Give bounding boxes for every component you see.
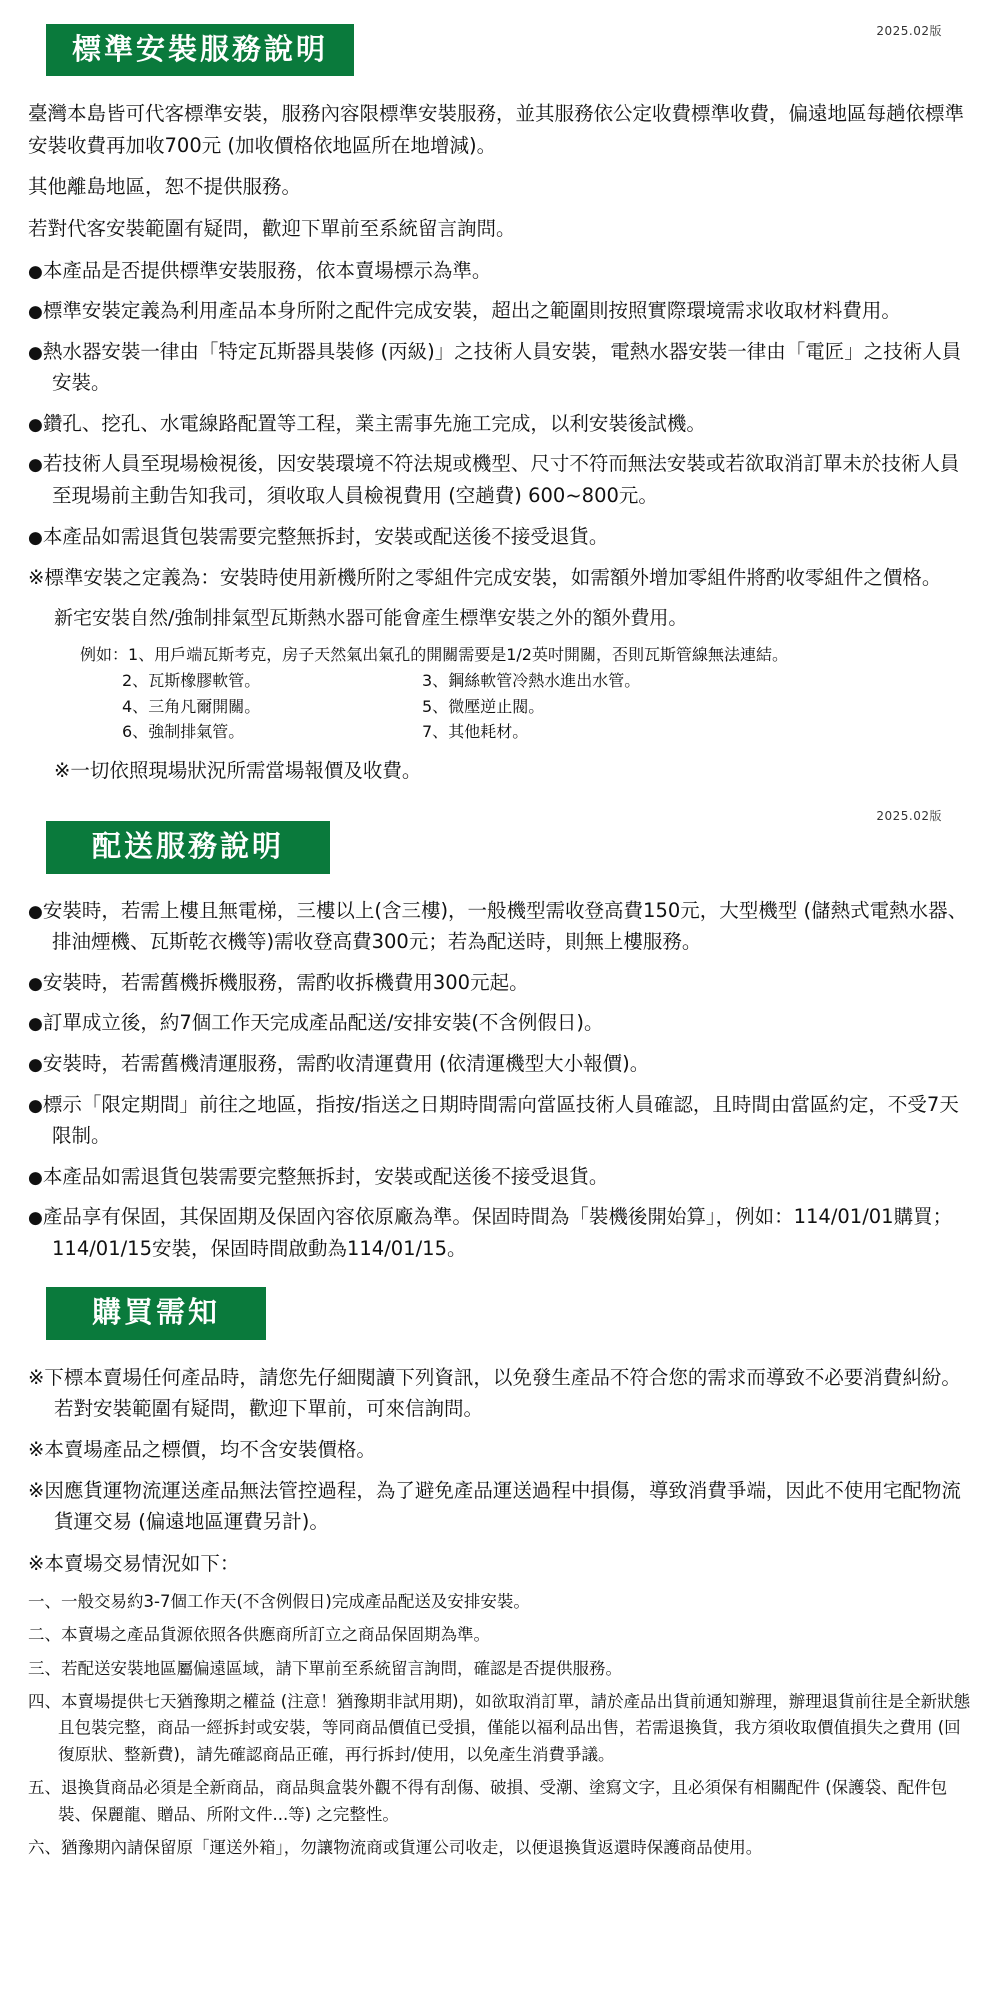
install-example-6-no: 6、 bbox=[122, 722, 149, 742]
delivery-bullet-1 bbox=[28, 895, 972, 958]
purchase-section-title: 購買需知 bbox=[46, 1287, 266, 1339]
bullet-dot-icon: ● bbox=[28, 414, 43, 435]
bullet-dot-icon: ● bbox=[28, 342, 43, 363]
note-mark-icon: ※ bbox=[28, 566, 45, 590]
install-section-title: 標準安裝服務說明 bbox=[46, 24, 354, 76]
delivery-section-title: 配送服務說明 bbox=[46, 821, 330, 873]
delivery-bullet-5 bbox=[28, 1089, 972, 1152]
delivery-bullet-5-text: 標示「限定期間」前往之地區，指按/指送之日期時間需向當區技術人員確認，且時間由當區約定，不受7天限制。 bbox=[42, 1092, 959, 1148]
delivery-bullet-7 bbox=[28, 1201, 972, 1264]
install-examples bbox=[80, 642, 972, 746]
install-example-7-text: 其他耗材。 bbox=[448, 722, 529, 742]
bullet-dot-icon: ● bbox=[28, 1167, 43, 1188]
install-example-7-no: 7、 bbox=[422, 722, 449, 742]
purchase-note-4: ※本賣場交易情況如下： bbox=[28, 1551, 240, 1575]
delivery-bullet-1-text: 安裝時，若需上樓且無電梯，三樓以上(含三樓)，一般機型需收登高費150元，大型機型 (儲熱式電熱水器、排油煙機、瓦斯乾衣機等)需收登高費300元；若為配送時，則無上樓服務。 bbox=[42, 898, 968, 954]
purchase-item-3-text: 若配送安裝地區屬偏遠區域，請下單前至系統留言詢問，確認是否提供服務。 bbox=[61, 1658, 622, 1678]
purchase-note-2: ※本賣場產品之標價，均不含安裝價格。 bbox=[28, 1438, 376, 1462]
purchase-item-1-no: 一、 bbox=[28, 1591, 61, 1611]
install-section bbox=[28, 10, 972, 783]
install-example-6 bbox=[122, 719, 422, 745]
purchase-item-5-no: 五、 bbox=[28, 1778, 61, 1798]
purchase-note-1: ※下標本賣場任何產品時，請您先仔細閱讀下列資訊，以免發生產品不符合您的需求而導致不必要消費糾紛。若對安裝範圍有疑問，歡迎下單前，可來信詢問。 bbox=[28, 1365, 961, 1420]
install-example-3-no: 3、 bbox=[422, 670, 449, 690]
bullet-dot-icon: ● bbox=[28, 1208, 43, 1229]
install-example-row-1 bbox=[80, 642, 972, 668]
install-example-3-text: 鋼絲軟管冷熱水進出水管。 bbox=[448, 670, 641, 690]
section-divider bbox=[28, 783, 972, 807]
install-bullet-2-text: 標準安裝定義為利用產品本身所附之配件完成安裝，超出之範圍則按照實際環境需求收取材料費用。 bbox=[42, 299, 901, 323]
install-subnote: 新宅安裝自然/強制排氣型瓦斯熱水器可能會產生標準安裝之外的額外費用。 bbox=[54, 607, 688, 630]
bullet-dot-icon: ● bbox=[28, 1014, 43, 1035]
purchase-item-2-text: 本賣場之產品貨源依照各供應商所訂立之商品保固期為準。 bbox=[61, 1625, 490, 1645]
install-bullet-5 bbox=[28, 448, 972, 511]
delivery-bullet-2 bbox=[28, 967, 972, 999]
install-examples-lead: 例如： bbox=[80, 644, 129, 664]
install-example-4-text: 三角凡爾開關。 bbox=[148, 696, 261, 716]
delivery-bullet-2-text: 安裝時，若需舊機拆機服務，需酌收拆機費用300元起。 bbox=[42, 970, 529, 994]
bullet-dot-icon: ● bbox=[28, 1095, 43, 1116]
install-example-row-4 bbox=[80, 719, 972, 745]
install-example-5-no: 5、 bbox=[422, 696, 449, 716]
delivery-bullet-4 bbox=[28, 1048, 972, 1080]
install-example-3 bbox=[422, 668, 640, 694]
purchase-item-6-no: 六、 bbox=[28, 1837, 61, 1857]
install-example-1-text: 用戶端瓦斯考克，房子天然氣出氣孔的開關需要是1/2英吋開關，否則瓦斯管線無法連結。 bbox=[154, 644, 788, 664]
install-example-1-no: 1、 bbox=[128, 644, 155, 664]
install-bullet-1 bbox=[28, 255, 972, 287]
purchase-section bbox=[28, 1273, 972, 1861]
install-intro-1: 臺灣本島皆可代客標準安裝，服務內容限標準安裝服務，並其服務依公定收費標準收費，偏遠地區每趟依標準安裝收費再加收700元 (加收價格依地區所在地增減)。 bbox=[28, 102, 965, 157]
install-version-stamp: 2025.02版 bbox=[876, 24, 942, 38]
bullet-dot-icon: ● bbox=[28, 901, 43, 922]
purchase-item-4 bbox=[28, 1689, 972, 1768]
purchase-item-5 bbox=[28, 1775, 972, 1828]
install-example-row-3 bbox=[80, 694, 972, 720]
delivery-bullet-4-text: 安裝時，若需舊機清運服務，需酌收清運費用 (依清運機型大小報價)。 bbox=[42, 1051, 650, 1075]
install-closing-note: ※一切依照現場狀況所需當場報價及收費。 bbox=[54, 759, 422, 783]
install-bullet-5-text: 若技術人員至現場檢視後，因安裝環境不符法規或機型、尺寸不符而無法安裝或若欲取消訂單未於技術人員至現場前主動告知我司，須收取人員檢視費用 (空趟費) 600~800元。 bbox=[42, 452, 960, 508]
install-bullet-3-text: 熱水器安裝一律由「特定瓦斯器具裝修 (丙級)」之技術人員安裝，電熱水器安裝一律由「電匠」之技術人員安裝。 bbox=[42, 339, 962, 395]
purchase-item-1-text: 一般交易約3-7個工作天(不含例假日)完成產品配送及安排安裝。 bbox=[61, 1591, 530, 1611]
install-intro-2: 其他離島地區，恕不提供服務。 bbox=[28, 175, 302, 199]
install-example-4-no: 4、 bbox=[122, 696, 149, 716]
install-note-1 bbox=[28, 562, 972, 593]
bullet-dot-icon: ● bbox=[28, 455, 43, 476]
delivery-version-stamp: 2025.02版 bbox=[876, 809, 942, 824]
purchase-item-1 bbox=[28, 1589, 972, 1615]
purchase-item-4-no: 四、 bbox=[28, 1691, 61, 1711]
install-bullet-6-text: 本產品如需退貨包裝需要完整無拆封，安裝或配送後不接受退貨。 bbox=[42, 524, 609, 548]
bullet-dot-icon: ● bbox=[28, 527, 43, 548]
purchase-item-2-no: 二、 bbox=[28, 1625, 61, 1645]
install-example-6-text: 強制排氣管。 bbox=[148, 722, 245, 742]
delivery-bullet-7-text: 產品享有保固，其保固期及保固內容依原廠為準。保固時間為「裝機後開始算」，例如：114/01/01購買；114/01/15安裝，保固時間啟動為114/01/15。 bbox=[42, 1205, 953, 1260]
purchase-item-6-text: 猶豫期內請保留原「運送外箱」，勿讓物流商或貨運公司收走，以便退換貨返還時保護商品使用。 bbox=[61, 1837, 763, 1857]
delivery-bullet-3-text: 訂單成立後，約7個工作天完成產品配送/安排安裝(不含例假日)。 bbox=[42, 1011, 604, 1035]
bullet-dot-icon: ● bbox=[28, 302, 43, 323]
purchase-item-6 bbox=[28, 1835, 972, 1861]
delivery-bullet-6 bbox=[28, 1161, 972, 1193]
delivery-bullet-6-text: 本產品如需退貨包裝需要完整無拆封，安裝或配送後不接受退貨。 bbox=[42, 1164, 609, 1188]
bullet-dot-icon: ● bbox=[28, 973, 43, 994]
install-bullet-2 bbox=[28, 295, 972, 327]
install-example-5 bbox=[422, 694, 544, 720]
install-bullet-6 bbox=[28, 521, 972, 553]
purchase-item-3 bbox=[28, 1656, 972, 1682]
bullet-dot-icon: ● bbox=[28, 1054, 43, 1075]
bullet-dot-icon: ● bbox=[28, 261, 43, 282]
install-example-2 bbox=[122, 668, 422, 694]
install-bullet-1-text: 本產品是否提供標準安裝服務，依本賣場標示為準。 bbox=[42, 258, 492, 282]
purchase-item-4-text: 本賣場提供七天猶豫期之權益 (注意！猶豫期非試用期)，如欲取消訂單，請於產品出貨前通知辦理，辦理退貨前往是全新狀態且包裝完整，商品一經拆封或安裝，等同商品價值已受損，僅能以福利品出售，若需退換貨，我方須收取價值損失之費用 (回復原狀、整新費)，請先確認商品正確，再行拆封/使用，以免產生消費爭議。 bbox=[58, 1691, 971, 1764]
install-example-row-2 bbox=[80, 668, 972, 694]
purchase-item-3-no: 三、 bbox=[28, 1658, 61, 1678]
install-example-4 bbox=[122, 694, 422, 720]
install-bullet-3 bbox=[28, 336, 972, 399]
install-bullet-4 bbox=[28, 408, 972, 440]
install-intro-3: 若對代客安裝範圍有疑問，歡迎下單前至系統留言詢問。 bbox=[28, 216, 516, 240]
install-example-2-no: 2、 bbox=[122, 670, 149, 690]
purchase-note-3: ※因應貨運物流運送產品無法管控過程，為了避免產品運送過程中損傷，導致消費爭端，因此不使用宅配物流貨運交易 (偏遠地區運費另計)。 bbox=[28, 1479, 961, 1534]
install-example-2-text: 瓦斯橡膠軟管。 bbox=[148, 670, 261, 690]
delivery-bullet-3 bbox=[28, 1007, 972, 1039]
install-bullet-4-text: 鑽孔、挖孔、水電線路配置等工程，業主需事先施工完成，以利安裝後試機。 bbox=[42, 411, 706, 435]
install-example-7 bbox=[422, 719, 528, 745]
purchase-item-5-text: 退換貨商品必須是全新商品，商品與盒裝外觀不得有刮傷、破損、受潮、塗寫文字，且必須保有相關配件 (保護袋、配件包裝、保麗龍、贈品、所附文件...等) 之完整性。 bbox=[58, 1778, 948, 1824]
delivery-section bbox=[28, 807, 972, 1264]
purchase-item-2 bbox=[28, 1622, 972, 1648]
install-example-5-text: 微壓逆止閥。 bbox=[448, 696, 545, 716]
install-note-1-text: 標準安裝之定義為：安裝時使用新機所附之零組件完成安裝，如需額外增加零組件將酌收零組件之價格。 bbox=[44, 566, 942, 590]
